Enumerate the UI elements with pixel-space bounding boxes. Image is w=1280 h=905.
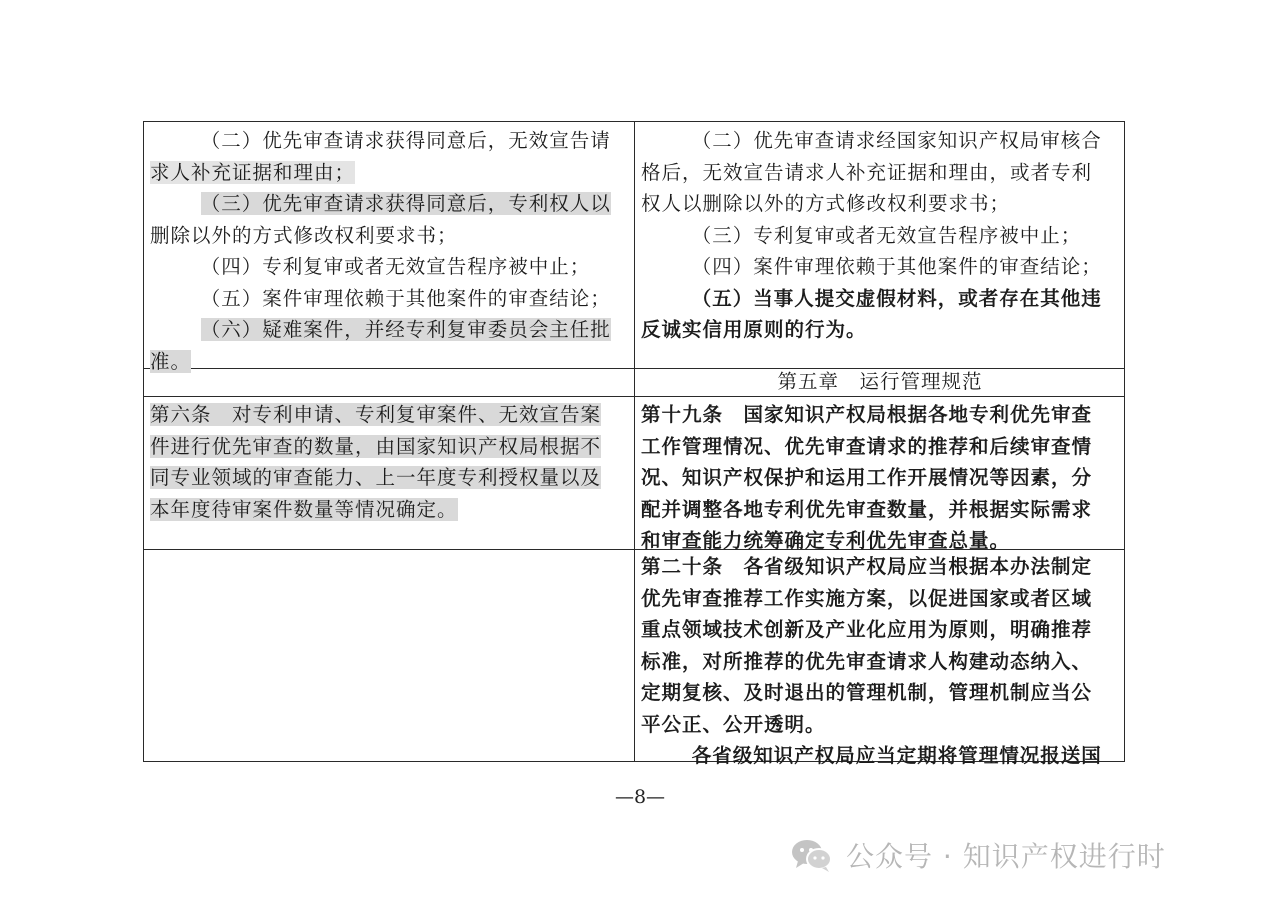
text-line: （六）疑难案件，并经专利复审委员会主任批 — [200, 318, 611, 341]
text-line: （二）优先审查请求经国家知识产权局审核合 — [691, 129, 1102, 152]
text-line: （五）当事人提交虚假材料，或者存在其他违 — [691, 286, 1102, 310]
text-line: 件进行优先审查的数量，由国家知识产权局根据不 — [150, 434, 602, 458]
article-6-cell — [150, 399, 630, 525]
text-line: 标准，对所推荐的优先审查请求人构建动态纳入、 — [641, 649, 1093, 673]
text-line: 第十九条 国家知识产权局根据各地专利优先审查 — [641, 403, 1093, 426]
text-line: （五）案件审理依赖于其他案件的审查结论； — [200, 286, 611, 310]
text-line: 本年度待审案件数量等情况确定。 — [150, 497, 458, 521]
page-number: —8— — [614, 786, 666, 808]
row-divider — [144, 396, 1124, 397]
article-20-cell — [641, 551, 1121, 772]
text-line: 第二十条 各省级知识产权局应当根据本办法制定 — [641, 555, 1093, 578]
text-line: 同专业领域的审查能力、上一年度专利授权量以及 — [150, 466, 602, 489]
text-line: 删除以外的方式修改权利要求书； — [150, 223, 458, 247]
text-line: （四）案件审理依赖于其他案件的审查结论； — [691, 255, 1102, 278]
column-divider — [634, 122, 635, 761]
text-line: 平公正、公开透明。 — [641, 712, 826, 736]
text-line: （三）专利复审或者无效宣告程序被中止； — [691, 223, 1082, 247]
text-line: 况、知识产权保护和运用工作开展情况等因素，分 — [641, 466, 1093, 489]
wechat-icon — [790, 837, 834, 873]
text-line: 各省级知识产权局应当定期将管理情况报送国 — [691, 744, 1102, 767]
watermark — [790, 835, 1166, 875]
text-line: （二）优先审查请求获得同意后，无效宣告请 — [200, 129, 611, 152]
text-line: 工作管理情况、优先审查请求的推荐和后续审查情 — [641, 434, 1093, 458]
text-line: 和审查能力统筹确定专利优先审查总量。 — [641, 529, 1011, 552]
right-new-text-cell — [641, 125, 1121, 346]
text-line: （三）优先审查请求获得同意后，专利权人以 — [200, 192, 611, 215]
text-line: 求人补充证据和理由； — [150, 160, 356, 184]
watermark-text: 公众号 · 知识产权进行时 — [846, 840, 1166, 873]
left-old-text-cell — [150, 125, 630, 377]
text-line: 定期复核、及时退出的管理机制，管理机制应当公 — [641, 681, 1093, 704]
text-line: 权人以删除以外的方式修改权利要求书； — [641, 192, 1011, 215]
text-line: 重点领域技术创新及产业化应用为原则，明确推荐 — [641, 618, 1093, 641]
text-line: 配并调整各地专利优先审查数量，并根据实际需求 — [641, 497, 1093, 521]
text-line: （四）专利复审或者无效宣告程序被中止； — [200, 255, 591, 278]
chapter-heading: 第五章 运行管理规范 — [777, 370, 983, 393]
text-line: 准。 — [150, 349, 192, 373]
text-line: 优先审查推荐工作实施方案，以促进国家或者区域 — [641, 586, 1093, 610]
text-line: 格后，无效宣告请求人补充证据和理由，或者专利 — [641, 160, 1093, 184]
text-line: 第六条 对专利申请、专利复审案件、无效宣告案 — [150, 403, 602, 426]
comparison-table — [143, 121, 1125, 767]
article-19-cell — [641, 399, 1121, 557]
text-line: 反诚实信用原则的行为。 — [641, 318, 867, 341]
